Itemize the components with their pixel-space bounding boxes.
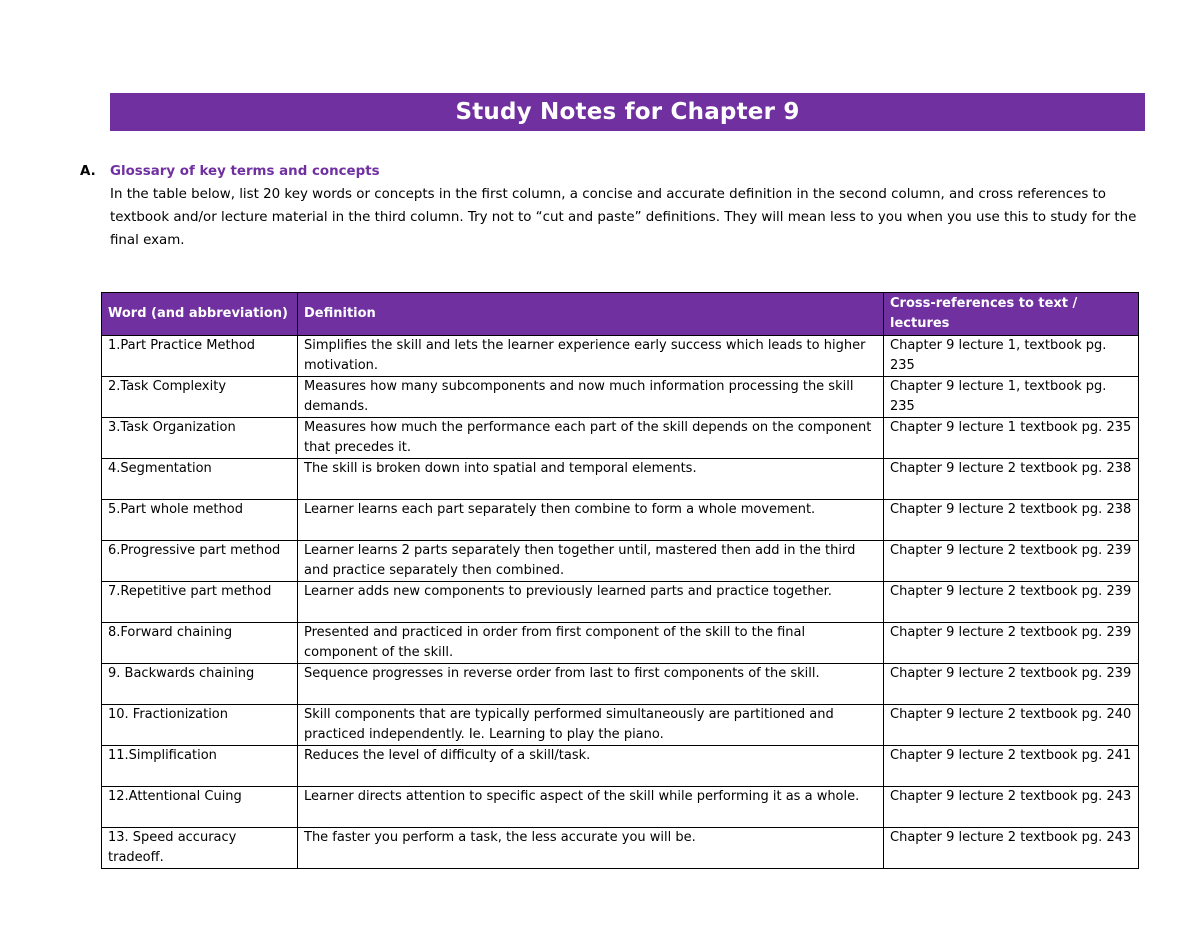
definition-cell: Measures how much the performance each part of the skill depends on the component that precedes it. xyxy=(298,418,884,459)
section-heading xyxy=(80,160,1140,183)
header-reference: Cross-references to text / lectures xyxy=(884,293,1139,336)
table-row xyxy=(102,705,1139,746)
reference-cell: Chapter 9 lecture 2 textbook pg. 240 xyxy=(884,705,1139,746)
reference-cell: Chapter 9 lecture 1, textbook pg. 235 xyxy=(884,377,1139,418)
term-cell: 6.Progressive part method xyxy=(102,541,298,582)
glossary-section xyxy=(80,160,1140,252)
reference-cell: Chapter 9 lecture 2 textbook pg. 238 xyxy=(884,459,1139,500)
section-instructions: In the table below, list 20 key words or concepts in the first column, a concise and accurate definition in the second column, and cross references to textbook and/or lecture material in the third column. Try not to “cut and paste” definitions. They will mean less to you when you use this to study for the final exam. xyxy=(110,187,1137,248)
definition-cell: Reduces the level of difficulty of a skill/task. xyxy=(298,746,884,787)
header-definition: Definition xyxy=(298,293,884,336)
table-row xyxy=(102,582,1139,623)
term-cell: 2.Task Complexity xyxy=(102,377,298,418)
reference-cell: Chapter 9 lecture 1 textbook pg. 235 xyxy=(884,418,1139,459)
term-cell: 10. Fractionization xyxy=(102,705,298,746)
term-cell: 7.Repetitive part method xyxy=(102,582,298,623)
reference-cell: Chapter 9 lecture 2 textbook pg. 241 xyxy=(884,746,1139,787)
table-row xyxy=(102,623,1139,664)
term-cell: 5.Part whole method xyxy=(102,500,298,541)
title-banner xyxy=(110,93,1145,131)
section-title: Glossary of key terms and concepts xyxy=(110,164,380,179)
term-cell: 3.Task Organization xyxy=(102,418,298,459)
reference-cell: Chapter 9 lecture 2 textbook pg. 239 xyxy=(884,664,1139,705)
header-word: Word (and abbreviation) xyxy=(102,293,298,336)
definition-cell: Sequence progresses in reverse order from last to first components of the skill. xyxy=(298,664,884,705)
table-row xyxy=(102,418,1139,459)
definition-cell: Learner adds new components to previously learned parts and practice together. xyxy=(298,582,884,623)
reference-cell: Chapter 9 lecture 1, textbook pg. 235 xyxy=(884,336,1139,377)
definition-cell: The faster you perform a task, the less accurate you will be. xyxy=(298,828,884,869)
table-row xyxy=(102,664,1139,705)
definition-cell: Learner learns each part separately then combine to form a whole movement. xyxy=(298,500,884,541)
reference-cell: Chapter 9 lecture 2 textbook pg. 238 xyxy=(884,500,1139,541)
table-row xyxy=(102,500,1139,541)
table-row xyxy=(102,336,1139,377)
table-row xyxy=(102,746,1139,787)
table-row xyxy=(102,541,1139,582)
term-cell: 13. Speed accuracy tradeoff. xyxy=(102,828,298,869)
reference-cell: Chapter 9 lecture 2 textbook pg. 239 xyxy=(884,623,1139,664)
table-header-row xyxy=(102,293,1139,336)
definition-cell: Learner learns 2 parts separately then together until, mastered then add in the third and practice separately then combined. xyxy=(298,541,884,582)
definition-cell: Skill components that are typically performed simultaneously are partitioned and practiced independently. Ie. Learning to play the piano. xyxy=(298,705,884,746)
term-cell: 11.Simplification xyxy=(102,746,298,787)
table-row xyxy=(102,828,1139,869)
term-cell: 1.Part Practice Method xyxy=(102,336,298,377)
reference-cell: Chapter 9 lecture 2 textbook pg. 239 xyxy=(884,582,1139,623)
glossary-table xyxy=(101,292,1139,869)
section-letter: A. xyxy=(80,164,96,179)
page-title: Study Notes for Chapter 9 xyxy=(455,99,800,125)
definition-cell: Learner directs attention to specific aspect of the skill while performing it as a whole. xyxy=(298,787,884,828)
term-cell: 8.Forward chaining xyxy=(102,623,298,664)
term-cell: 12.Attentional Cuing xyxy=(102,787,298,828)
table-row xyxy=(102,377,1139,418)
reference-cell: Chapter 9 lecture 2 textbook pg. 243 xyxy=(884,828,1139,869)
reference-cell: Chapter 9 lecture 2 textbook pg. 243 xyxy=(884,787,1139,828)
term-cell: 9. Backwards chaining xyxy=(102,664,298,705)
definition-cell: Presented and practiced in order from first component of the skill to the final component of the skill. xyxy=(298,623,884,664)
definition-cell: Measures how many subcomponents and now much information processing the skill demands. xyxy=(298,377,884,418)
definition-cell: Simplifies the skill and lets the learner experience early success which leads to higher motivation. xyxy=(298,336,884,377)
reference-cell: Chapter 9 lecture 2 textbook pg. 239 xyxy=(884,541,1139,582)
definition-cell: The skill is broken down into spatial and temporal elements. xyxy=(298,459,884,500)
table-row xyxy=(102,459,1139,500)
table-row xyxy=(102,787,1139,828)
term-cell: 4.Segmentation xyxy=(102,459,298,500)
